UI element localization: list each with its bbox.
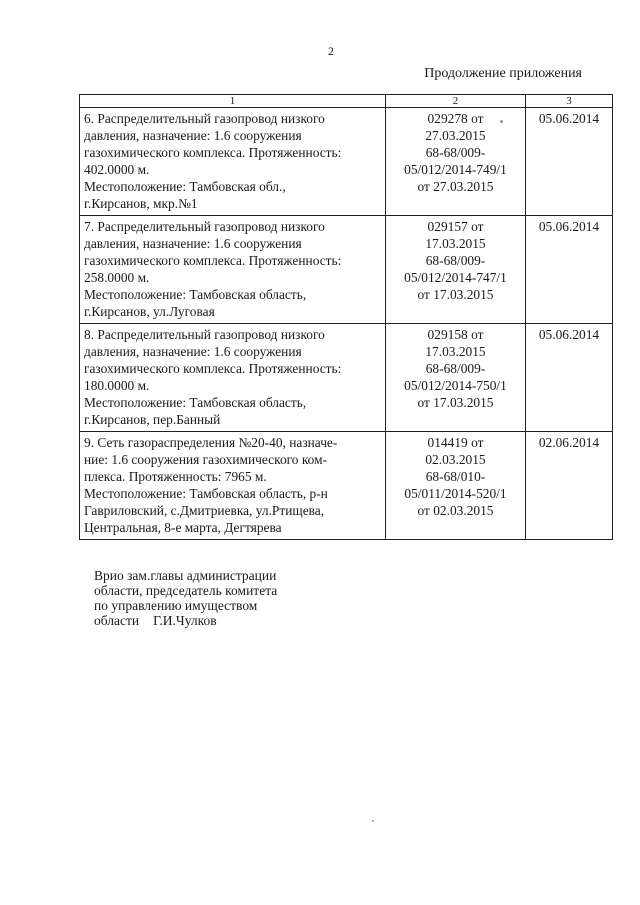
description-line: газохимического комплекса. Протяженность: (84, 253, 342, 268)
signature-line: по управлению имуществом (94, 598, 258, 613)
signature-line: области, председатель комитета (94, 583, 278, 598)
registration-line: 05/012/2014-750/1 (404, 378, 507, 393)
registration-record (386, 324, 526, 432)
registration-line: 68-68/009- (425, 145, 486, 160)
description-line: Местоположение: Тамбовская область, р-н (84, 486, 328, 501)
registration-line: 029157 от (427, 219, 484, 234)
registration-line: 05/012/2014-747/1 (404, 270, 507, 285)
description-line: давления, назначение: 1.6 сооружения (84, 344, 302, 359)
registration-line: от 17.03.2015 (417, 287, 494, 302)
registration-record (386, 216, 526, 324)
header-cell-3: 3 (526, 95, 613, 108)
record-date: 05.06.2014 (526, 216, 613, 324)
description-line: г.Кирсанов, пер.Банный (84, 412, 221, 427)
header-cell-1: 1 (80, 95, 386, 108)
description-line: 258.0000 м. (84, 270, 150, 285)
signature-line-last (94, 613, 277, 628)
scan-speck (500, 120, 503, 123)
description-line: Местоположение: Тамбовская область, (84, 395, 307, 410)
description-line: плекса. Протяженность: 7965 м. (84, 469, 267, 484)
description-line: 7. Распределительный газопровод низкого (84, 219, 325, 234)
description-line: Местоположение: Тамбовская обл., (84, 179, 286, 194)
object-description (80, 108, 386, 216)
table-row (80, 324, 613, 432)
description-line: давления, назначение: 1.6 сооружения (84, 236, 302, 251)
registration-line: 17.03.2015 (425, 236, 486, 251)
signatory-name: Г.И.Чулков (153, 613, 217, 628)
registration-line: 02.03.2015 (425, 452, 486, 467)
table-row (80, 108, 613, 216)
description-line: 6. Распределительный газопровод низкого (84, 111, 325, 126)
description-line: 9. Сеть газораспределения №20-40, назначе- (84, 435, 338, 450)
description-line: 8. Распределительный газопровод низкого (84, 327, 325, 342)
signature-region: области (94, 613, 140, 628)
description-line: 402.0000 м. (84, 162, 150, 177)
registration-line: 029278 от (427, 111, 484, 126)
registration-line: 014419 от (427, 435, 484, 450)
registration-record (386, 432, 526, 540)
registration-line: 05/011/2014-520/1 (404, 486, 507, 501)
description-line: г.Кирсанов, мкр.№1 (84, 196, 198, 211)
description-line: газохимического комплекса. Протяженность: (84, 145, 342, 160)
object-description (80, 432, 386, 540)
continuation-label: Продолжение приложения (424, 66, 582, 81)
description-line: газохимического комплекса. Протяженность: (84, 361, 342, 376)
object-description (80, 216, 386, 324)
registration-line: 05/012/2014-749/1 (404, 162, 507, 177)
registration-line: 27.03.2015 (425, 128, 486, 143)
record-date: 02.06.2014 (526, 432, 613, 540)
description-line: г.Кирсанов, ул.Луговая (84, 304, 215, 319)
signature-block (94, 568, 277, 628)
registration-line: 68-68/010- (425, 469, 486, 484)
page-number: 2 (328, 44, 334, 58)
object-description (80, 324, 386, 432)
scan-speck (372, 820, 374, 822)
header-cell-2: 2 (386, 95, 526, 108)
description-line: Гавриловский, с.Дмитриевка, ул.Ртищева, (84, 503, 325, 518)
appendix-table (79, 94, 613, 540)
registration-line: 17.03.2015 (425, 344, 486, 359)
registration-line: 029158 от (427, 327, 484, 342)
signature-line: Врио зам.главы администрации (94, 568, 277, 583)
description-line: давления, назначение: 1.6 сооружения (84, 128, 302, 143)
registration-line: 68-68/009- (425, 361, 486, 376)
registration-line: от 17.03.2015 (417, 395, 494, 410)
registration-line: от 27.03.2015 (417, 179, 494, 194)
registration-record (386, 108, 526, 216)
description-line: 180.0000 м. (84, 378, 150, 393)
description-line: Местоположение: Тамбовская область, (84, 287, 307, 302)
description-line: ние: 1.6 сооружения газохимического ком- (84, 452, 328, 467)
table-header-row (80, 95, 613, 108)
registration-line: от 02.03.2015 (417, 503, 494, 518)
record-date: 05.06.2014 (526, 324, 613, 432)
description-line: Центральная, 8-е марта, Дегтярева (84, 520, 282, 535)
registration-line: 68-68/009- (425, 253, 486, 268)
record-date: 05.06.2014 (526, 108, 613, 216)
table-row (80, 432, 613, 540)
table-row (80, 216, 613, 324)
